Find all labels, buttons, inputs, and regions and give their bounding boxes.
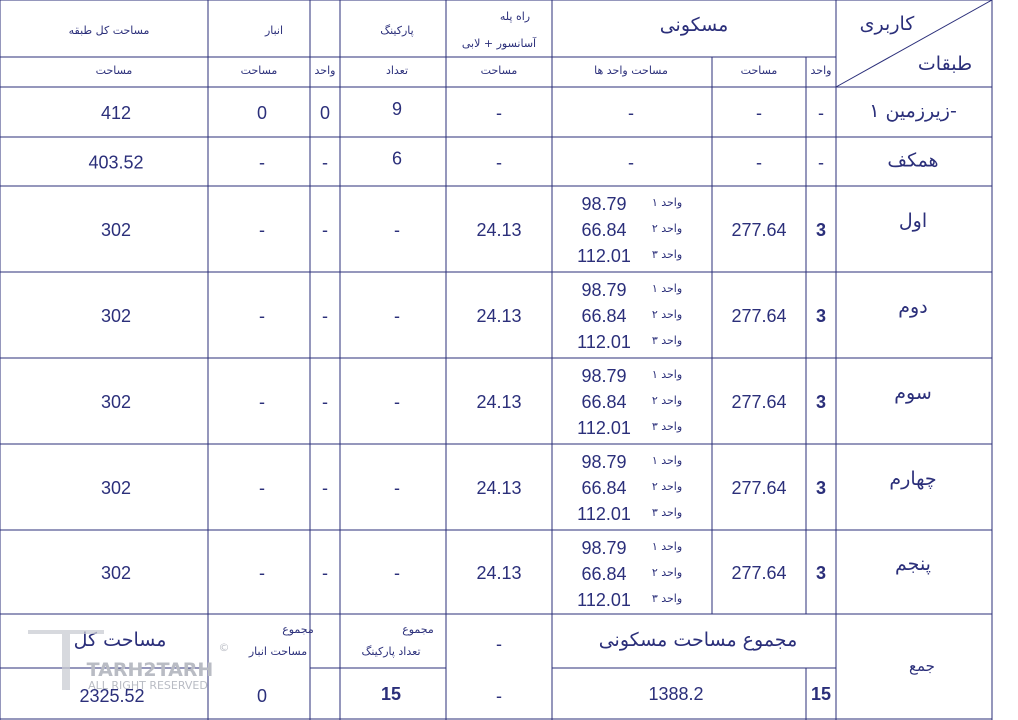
unit-area-value: 66.84: [581, 392, 627, 412]
watermark-rights: ALL RIGHT RESERVED: [88, 679, 208, 692]
sub-res-area: مساحت: [740, 64, 778, 77]
header-parking: پارکینگ: [380, 24, 414, 37]
parking-count: 6: [391, 148, 403, 169]
stair-area: -: [496, 103, 502, 123]
watermark-brand: TARH2TARH: [86, 659, 214, 681]
storage-area: -: [259, 478, 265, 498]
summary-res-units: 15: [810, 684, 832, 704]
header-usage: کاربری: [859, 13, 915, 35]
header-stair-2: آسانسور + لابی: [461, 37, 537, 50]
parking-count: -: [394, 478, 400, 498]
parking-count: -: [394, 392, 400, 412]
summary-res-title: مجموع مساحت مسکونی: [598, 629, 798, 651]
header-total-area: مساحت کل طبقه: [68, 24, 150, 37]
stair-area: 24.13: [476, 392, 522, 412]
res-area: -: [756, 152, 762, 173]
floor-name: سوم: [894, 382, 932, 404]
header-residential: مسکونی: [659, 14, 729, 36]
storage-area: -: [259, 306, 265, 326]
floor-total-area: 403.52: [88, 152, 144, 173]
storage-units: -: [322, 220, 328, 240]
res-area: 277.64: [731, 220, 787, 240]
unit-area-value: 66.84: [581, 478, 627, 498]
unit-area-value: 66.84: [581, 220, 627, 240]
unit-area-value: 112.01: [577, 418, 631, 438]
unit-label: واحد ۲: [651, 394, 683, 407]
unit-label: واحد ۳: [651, 334, 683, 347]
unit-label: واحد ۲: [651, 480, 683, 493]
summary-label: جمع: [909, 657, 935, 675]
floor-total-area: 302: [100, 306, 132, 326]
res-units: 3: [815, 478, 827, 498]
unit-label: واحد ۱: [651, 368, 683, 381]
res-area: 277.64: [731, 563, 787, 583]
sub-storage-unit: واحد: [314, 64, 336, 77]
res-area: 277.64: [731, 478, 787, 498]
unit-label: واحد ۳: [651, 420, 683, 433]
floor-total-area: 302: [100, 563, 132, 583]
unit-label: واحد ۱: [651, 540, 683, 553]
summary-res-area: 1388.2: [648, 684, 704, 704]
floor-name: دوم: [898, 296, 928, 318]
summary-stair-dash: -: [496, 634, 502, 654]
storage-area: 0: [256, 103, 268, 123]
unit-area-value: 98.79: [581, 194, 627, 214]
res-area: -: [756, 103, 762, 123]
parking-count: -: [394, 563, 400, 583]
floor-name: پنجم: [895, 553, 931, 575]
floor-name: زیرزمین ۱-: [869, 100, 957, 122]
res-units: 3: [815, 392, 827, 412]
res-units: -: [818, 152, 824, 173]
unit-label: واحد ۳: [651, 248, 683, 261]
unit-area-value: 98.79: [581, 366, 627, 386]
header-floors: طبقات: [917, 53, 973, 75]
summary-storage-total: 0: [256, 686, 268, 706]
floor-total-area: 302: [100, 478, 132, 498]
storage-area: -: [259, 220, 265, 240]
summary-total-title: مساحت کل: [73, 629, 167, 651]
sub-stair-area: مساحت: [480, 64, 518, 77]
units-area-dash: -: [628, 103, 634, 123]
unit-area-value: 66.84: [581, 564, 627, 584]
res-units: -: [818, 103, 824, 123]
parking-count: -: [394, 220, 400, 240]
units-area-dash: -: [628, 152, 634, 173]
summary-parking-title-1: مجموع: [402, 623, 434, 636]
res-units: 3: [815, 563, 827, 583]
header-stair-1: راه پله: [499, 10, 531, 23]
sub-total-area: مساحت: [95, 64, 133, 77]
parking-count: -: [394, 306, 400, 326]
sub-storage-area: مساحت: [240, 64, 278, 77]
floor-total-area: 302: [100, 220, 132, 240]
floor-total-area: 412: [100, 103, 132, 123]
storage-area: -: [259, 152, 265, 173]
unit-label: واحد ۲: [651, 222, 683, 235]
res-units: 3: [815, 220, 827, 240]
summary-storage-title-1: مجموع: [282, 623, 314, 636]
sub-parking-count: تعداد: [385, 64, 409, 77]
storage-units: -: [322, 563, 328, 583]
unit-area-value: 112.01: [577, 590, 631, 610]
unit-label: واحد ۲: [651, 308, 683, 321]
parking-count: 9: [391, 99, 403, 119]
storage-area: -: [259, 392, 265, 412]
summary-parking-title-2: تعداد پارکینگ: [361, 645, 421, 658]
unit-area-value: 112.01: [577, 246, 631, 266]
unit-label: واحد ۱: [651, 196, 683, 209]
floor-name: اول: [898, 210, 928, 232]
stair-area: -: [496, 152, 502, 173]
floor-name: چهارم: [889, 468, 937, 490]
storage-area: -: [259, 563, 265, 583]
summary-total-area: 2325.52: [79, 686, 145, 706]
stair-area: 24.13: [476, 220, 522, 240]
unit-label: واحد ۳: [651, 506, 683, 519]
storage-units: -: [322, 392, 328, 412]
storage-units: -: [322, 478, 328, 498]
stair-area: 24.13: [476, 478, 522, 498]
res-area: 277.64: [731, 392, 787, 412]
floor-name: همکف: [887, 149, 939, 172]
summary-stair-value: -: [496, 686, 502, 706]
floor-total-area: 302: [100, 392, 132, 412]
unit-label: واحد ۲: [651, 566, 683, 579]
summary-parking-total: 15: [380, 684, 402, 704]
sub-res-unit: واحد: [810, 64, 832, 77]
storage-units: -: [322, 306, 328, 326]
unit-label: واحد ۱: [651, 454, 683, 467]
unit-area-value: 112.01: [577, 504, 631, 524]
unit-area-value: 112.01: [577, 332, 631, 352]
stair-area: 24.13: [476, 306, 522, 326]
unit-area-value: 66.84: [581, 306, 627, 326]
header-storage: انبار: [264, 24, 284, 37]
sub-units-area: مساحت واحد ها: [594, 64, 668, 77]
storage-units: 0: [319, 103, 331, 123]
unit-area-value: 98.79: [581, 538, 627, 558]
unit-area-value: 98.79: [581, 280, 627, 300]
unit-area-value: 98.79: [581, 452, 627, 472]
summary-storage-title-2: مساحت انبار: [248, 645, 308, 658]
res-units: 3: [815, 306, 827, 326]
stair-area: 24.13: [476, 563, 522, 583]
unit-label: واحد ۳: [651, 592, 683, 605]
storage-units: -: [322, 152, 328, 173]
watermark-copyright-icon: ©: [218, 641, 230, 654]
res-area: 277.64: [731, 306, 787, 326]
unit-label: واحد ۱: [651, 282, 683, 295]
